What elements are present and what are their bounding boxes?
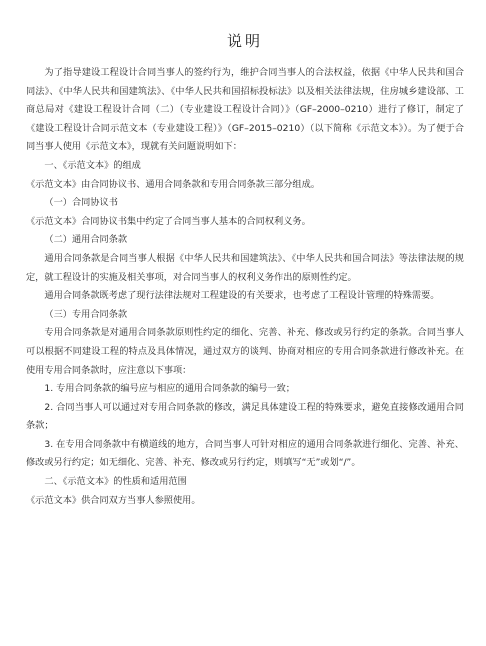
list-item-3: 3. 在专用合同条款中有横道线的地方，合同当事人可针对相应的通用合同条款进行细化、完善、补充、修改或另行约定；如无细化、完善、补充、修改或另行约定，则填写“无”或划“/”。: [26, 438, 464, 469]
list-item-2: 2. 合同当事人可以通过对专用合同条款的修改，满足具体建设工程的特殊要求，避免直接修改通用合同条款；: [26, 401, 464, 432]
subsection-heading-agreement: （一）合同协议书: [44, 197, 118, 209]
general-terms-paragraph-1: 通用合同条款是合同当事人根据《中华人民共和国建筑法》、《中华人民共和国合同法》等法律法规的规定，就工程设计的实施及相关事项，对合同当事人的权利义务作出的原则性约定。: [26, 252, 464, 283]
list-item-1: 1. 专用合同条款的编号应与相应的通用合同条款的编号一致；: [44, 383, 295, 395]
agreement-paragraph: 《示范文本》合同协议书集中约定了合同当事人基本的合同权利义务。: [26, 215, 311, 227]
subsection-heading-special-terms: （三）专用合同条款: [44, 308, 128, 320]
nature-scope-paragraph: 《示范文本》供合同双方当事人参照使用。: [26, 494, 201, 506]
subsection-heading-general-terms: （二）通用合同条款: [44, 234, 128, 246]
section-heading-composition: 一、《示范文本》的组成: [44, 159, 141, 171]
document-title: 说明: [226, 32, 263, 50]
general-terms-paragraph-2: 通用合同条款既考虑了现行法律法规对工程建设的有关要求，也考虑了工程设计管理的特殊需要。: [44, 290, 440, 302]
section-heading-nature-scope: 二、《示范文本》的性质和适用范围: [44, 476, 187, 488]
special-terms-paragraph: 专用合同条款是对通用合同条款原则性约定的细化、完善、补充、修改或另行约定的条款。合同当事人可以根据不同建设工程的特点及具体情况，通过双方的谈判、协商对相应的专用合同条款进行修改补充。在使用专用合同条款时，应注意以下事项：: [26, 327, 464, 376]
intro-paragraph: 为了指导建设工程设计合同当事人的签约行为，维护合同当事人的合法权益，依据《中华人民共和国合同法》、《中华人民共和国建筑法》、《中华人民共和国招标投标法》以及相关法律法规，住房城乡建设部、工商总局对《建设工程设计合同（二）（专业建设工程设计合同）》（GF–2000–0210）进行了修订，制定了《建设工程设计合同示范文本（专业建设工程）》（GF–2015–0210）（以下简称《示范文本》）。为了便于合同当事人使用《示范文本》，现就有关问题说明如下：: [26, 67, 464, 153]
composition-paragraph: 《示范文本》由合同协议书、通用合同条款和专用合同条款三部分组成。: [26, 178, 320, 190]
